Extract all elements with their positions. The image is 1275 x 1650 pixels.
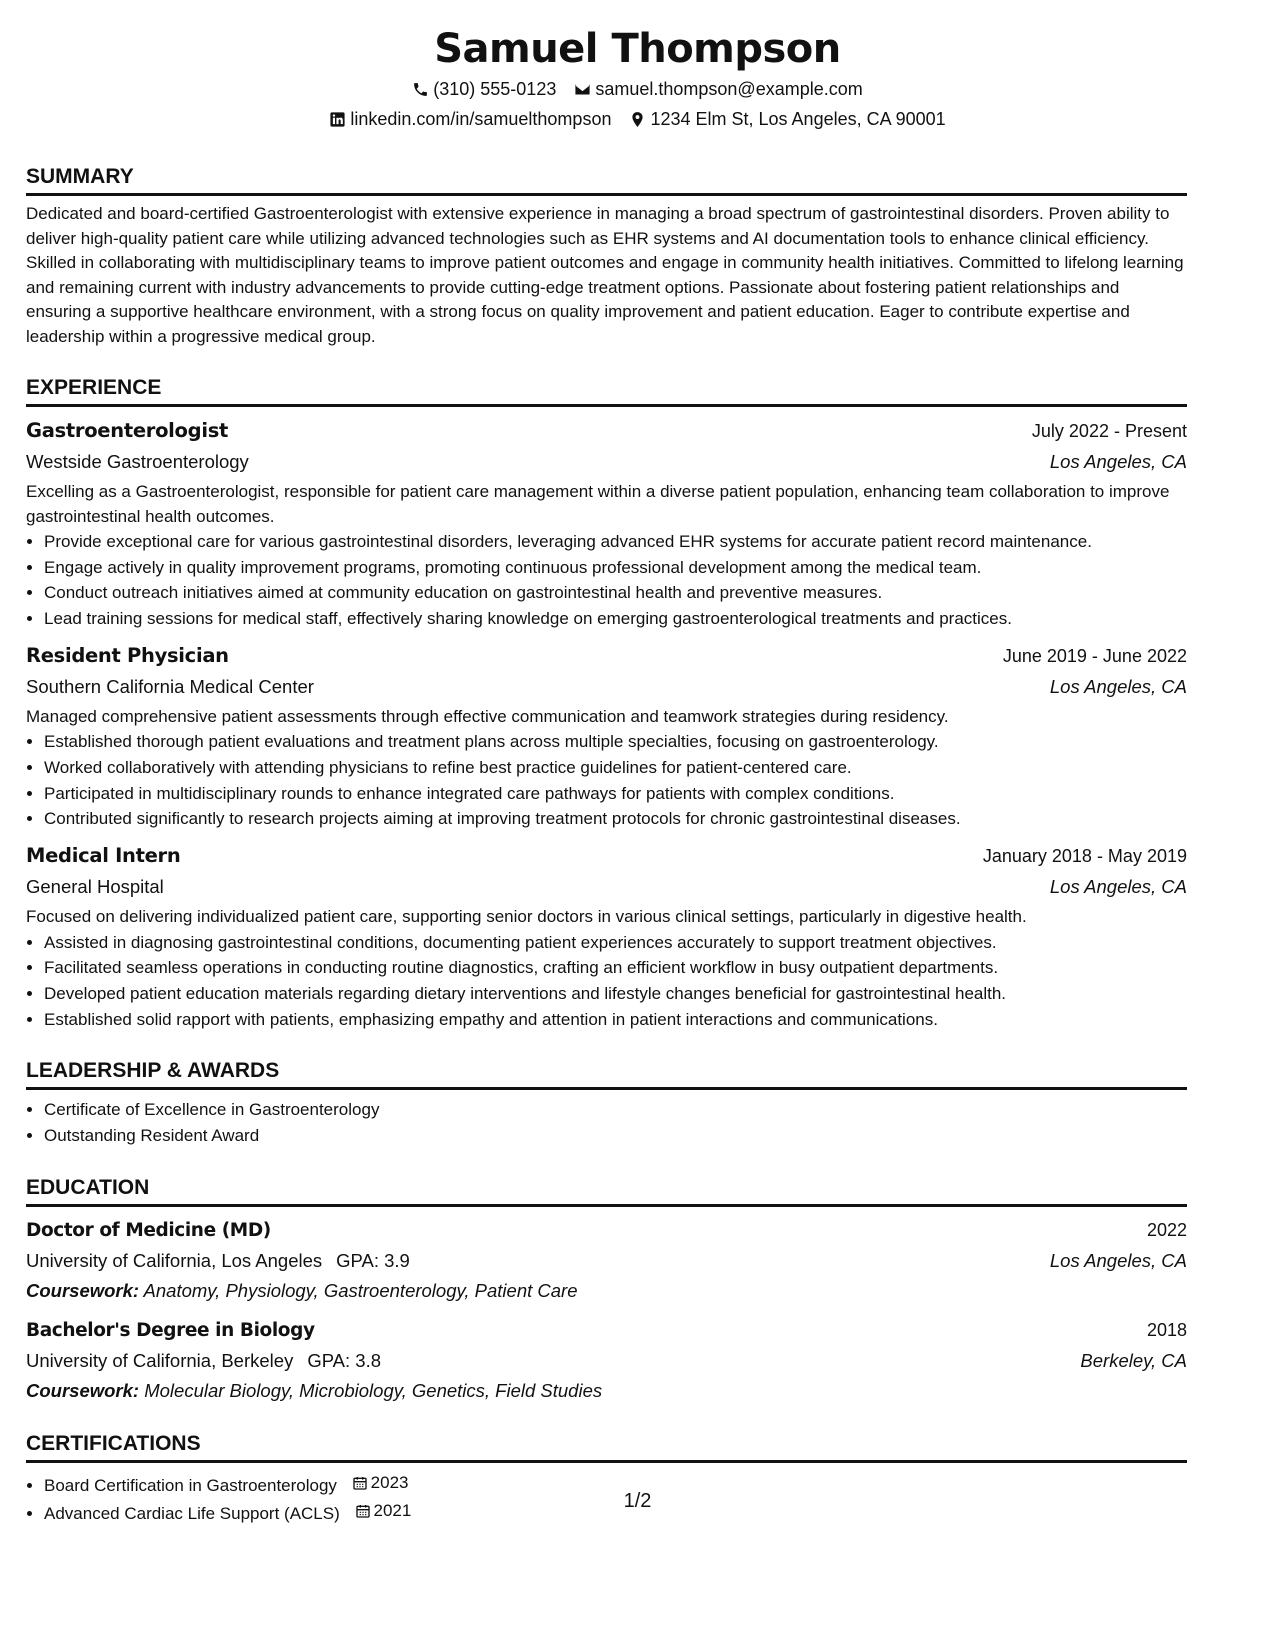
job-description: Focused on delivering individualized patient care, supporting senior doctors in various clinical settings, particularly in digestive health.	[26, 907, 1027, 927]
employer: General Hospital	[26, 876, 164, 898]
job-description: Managed comprehensive patient assessments through effective communication and teamwork strategies during residency.	[26, 706, 949, 726]
street-address: 1234 Elm St, Los Angeles, CA 90001	[650, 109, 946, 129]
degree: Doctor of Medicine (MD)	[26, 1219, 271, 1241]
employer: Westside Gastroenterology	[26, 451, 249, 472]
experience-entry	[26, 840, 1187, 1032]
list-item: • Established solid rapport with patients, emphasizing empathy and attention in patient interactions and communications.	[44, 1007, 1187, 1033]
summary-heading: SUMMARY	[26, 164, 1187, 196]
address-contact	[629, 104, 945, 134]
linkedin-icon	[329, 111, 346, 128]
email-address: samuel.thompson@example.com	[595, 79, 863, 99]
education-heading: EDUCATION	[26, 1175, 1187, 1207]
school-location: Berkeley, CA	[1080, 1349, 1187, 1371]
job-location: Los Angeles, CA	[1049, 675, 1187, 697]
list-item: • Contributed significantly to research projects aiming at improving treatment protocols for chronic gastrointestinal diseases.	[44, 806, 1187, 832]
experience-entry	[26, 640, 1187, 832]
gpa: GPA: 3.9	[336, 1249, 410, 1271]
page-number: 1/2	[623, 1490, 652, 1512]
school-name: University of California, Los Angeles	[26, 1249, 323, 1271]
graduation-year: 2018	[1146, 1319, 1187, 1340]
experience-heading: EXPERIENCE	[26, 375, 1187, 407]
calendar-icon	[352, 1475, 368, 1491]
experience-entry	[26, 415, 1187, 632]
coursework-label: Coursework:	[26, 1279, 140, 1301]
certification-year: 2021	[373, 1501, 412, 1521]
list-item: • Conduct outreach initiatives aimed at community education on gastrointestinal health and preventive measures.	[44, 580, 1187, 606]
coursework-list: Molecular Biology, Microbiology, Genetics, Field Studies	[144, 1379, 603, 1401]
summary-text: Dedicated and board-certified Gastroenterologist with extensive experience in managing a broad spectrum of gastrointestinal disorders. Proven ability to deliver high-quality patient care while utilizing advanced technologies such as EHR systems and AI documentation tools to enhance clinical efficiency. Skilled in collaborating with multidisciplinary teams to improve patient outcomes and engage in community health initiatives. Committed to lifelong learning and remaining current with industry advancements to provide cutting-edge treatment options. Passionate about fostering patient relationships and ensuring a supportive healthcare environment, with a strong focus on quality improvement and patient education. Eager to contribute expertise and leadership within a progressive medical group.	[26, 204, 1184, 346]
graduation-year: 2022	[1146, 1219, 1187, 1240]
gpa: GPA: 3.8	[307, 1349, 382, 1371]
linkedin-contact[interactable]	[329, 104, 611, 134]
certifications-heading: CERTIFICATIONS	[26, 1431, 1187, 1463]
degree: Bachelor's Degree in Biology	[26, 1319, 315, 1341]
job-dates: June 2019 - June 2022	[1002, 645, 1187, 666]
list-item: • Provide exceptional care for various gastrointestinal disorders, leveraging advanced EHR systems for accurate patient record maintenance.	[44, 529, 1187, 555]
candidate-name: Samuel Thompson	[434, 26, 841, 72]
education-entry	[26, 1315, 1187, 1405]
resume-header	[26, 0, 1187, 134]
list-item: • Participated in multidisciplinary rounds to enhance integrated care pathways for patients with complex conditions.	[44, 781, 1187, 807]
list-item: • Established thorough patient evaluations and treatment plans across multiple specialties, focusing on gastroenterology.	[44, 729, 1187, 755]
list-item: • Lead training sessions for medical staff, effectively sharing knowledge on emerging gastroenterological treatments and practices.	[44, 606, 1187, 632]
linkedin-url: linkedin.com/in/samuelthompson	[350, 109, 612, 129]
list-item: • Developed patient education materials regarding dietary interventions and lifestyle changes beneficial for gastrointestinal health.	[44, 981, 1187, 1007]
envelope-icon	[574, 81, 591, 98]
phone-icon	[412, 81, 429, 98]
list-item: • Facilitated seamless operations in conducting routine diagnostics, crafting an efficient workflow in busy outpatient departments.	[44, 955, 1187, 981]
job-bullets	[26, 529, 1187, 632]
certification-year: 2023	[370, 1472, 409, 1492]
job-title: Resident Physician	[26, 643, 229, 667]
coursework	[26, 1376, 1187, 1405]
job-bullets	[26, 930, 1187, 1033]
job-location: Los Angeles, CA	[1049, 451, 1187, 472]
phone-number: (310) 555-0123	[433, 79, 557, 99]
contact-line-2	[88, 104, 1187, 134]
list-item: • Engage actively in quality improvement programs, promoting continuous professional development among the medical team.	[44, 555, 1187, 581]
list-item: • Worked collaboratively with attending physicians to refine best practice guidelines for patient-centered care.	[44, 755, 1187, 781]
coursework-list: Anatomy, Physiology, Gastroenterology, Patient Care	[143, 1279, 578, 1301]
list-item: • Outstanding Resident Award	[44, 1123, 1187, 1149]
coursework	[26, 1276, 1187, 1305]
phone-contact[interactable]	[412, 74, 556, 104]
awards-list	[26, 1097, 1187, 1148]
awards-heading: LEADERSHIP & AWARDS	[26, 1058, 1187, 1090]
job-location: Los Angeles, CA	[1049, 876, 1187, 898]
job-title: Medical Intern	[26, 844, 181, 868]
contact-line-1	[88, 74, 1187, 104]
job-dates: July 2022 - Present	[1031, 421, 1187, 441]
list-item: • Assisted in diagnosing gastrointestinal conditions, documenting patient experiences accurately to support treatment objectives.	[44, 930, 1187, 956]
school-location: Los Angeles, CA	[1049, 1249, 1187, 1271]
school-name: University of California, Berkeley	[26, 1349, 294, 1371]
education-entry	[26, 1215, 1187, 1305]
employer: Southern California Medical Center	[26, 675, 314, 697]
certification-name: Advanced Cardiac Life Support (ACLS)	[44, 1504, 340, 1524]
map-pin-icon	[629, 111, 646, 128]
job-dates: January 2018 - May 2019	[982, 846, 1187, 867]
email-contact[interactable]	[574, 74, 862, 104]
job-title: Gastroenterologist	[26, 419, 229, 442]
job-bullets	[26, 729, 1187, 832]
certification-name: Board Certification in Gastroenterology	[44, 1475, 337, 1495]
coursework-label: Coursework:	[26, 1379, 140, 1401]
list-item: • Certificate of Excellence in Gastroenterology	[44, 1097, 1187, 1123]
job-description: Excelling as a Gastroenterologist, responsible for patient care management within a diverse patient population, enhancing team collaboration to improve gastrointestinal health outcomes.	[26, 482, 1170, 526]
